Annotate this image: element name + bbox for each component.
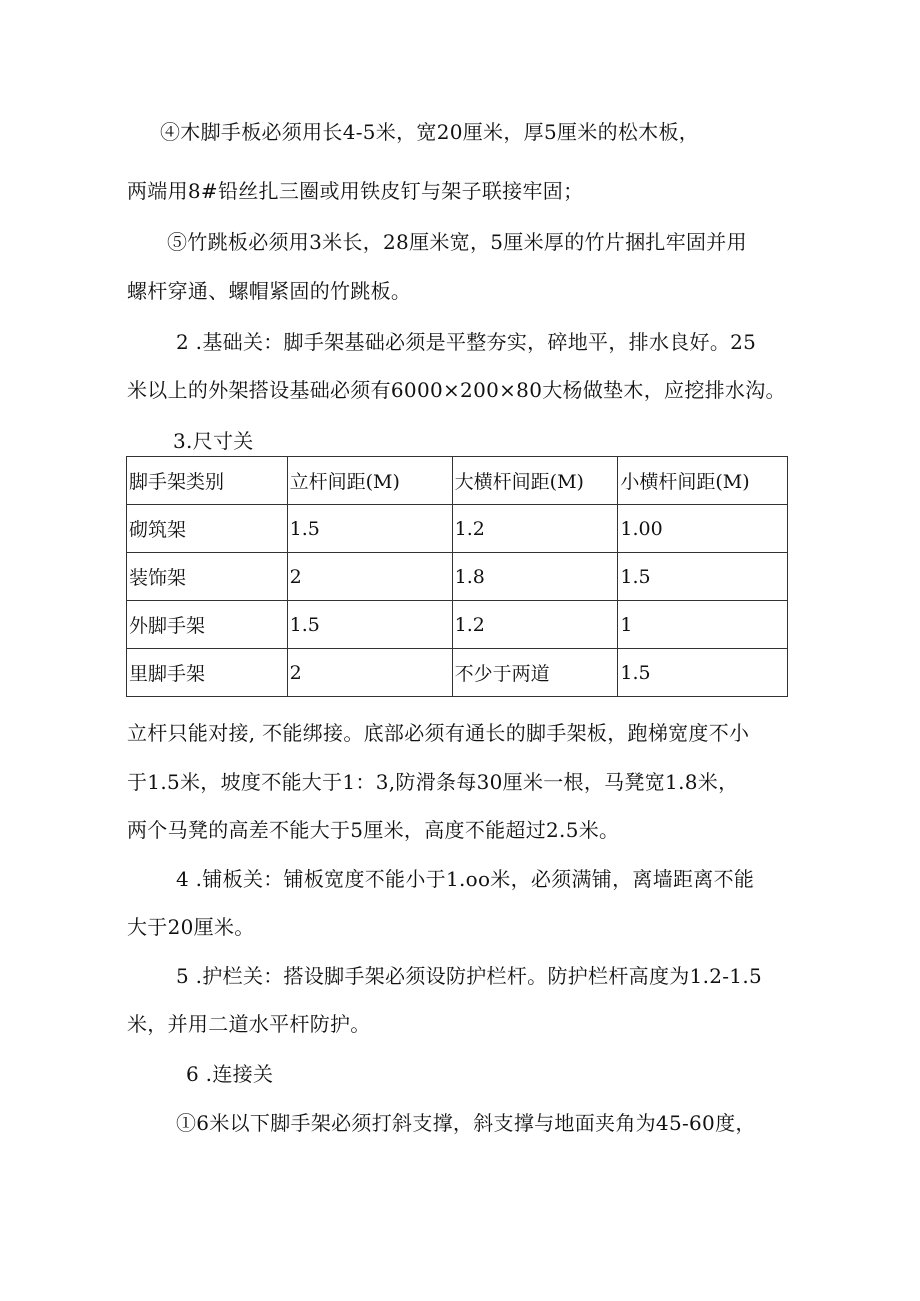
table-cell: 外脚手架	[127, 601, 288, 649]
table-cell: 2	[287, 553, 452, 601]
table-cell: 1.2	[452, 505, 618, 553]
table-cell: 装饰架	[127, 553, 288, 601]
table-header-cell: 脚手架类别	[127, 457, 288, 505]
section-heading: 6 .连接关	[186, 1062, 274, 1086]
paragraph-line: 5 .护栏关：搭设脚手架必须设防护栏杆。防护栏杆高度为1.2-1.5	[176, 964, 763, 988]
paragraph-line: 米，并用二道水平杆防护。	[127, 1012, 371, 1036]
paragraph-line: ①6米以下脚手架必须打斜支撑，斜支撑与地面夹角为45-60度，	[176, 1111, 756, 1135]
paragraph-line: ④木脚手板必须用长4-5米，宽20厘米，厚5厘米的松木板，	[160, 120, 700, 144]
paragraph-line: 米以上的外架搭设基础必须有6000×200×80大杨做垫木，应挖排水沟。	[127, 378, 786, 402]
table-cell: 1.5	[287, 505, 452, 553]
dimension-table	[126, 456, 788, 697]
paragraph-line: 立杆只能对接, 不能绑接。底部必须有通长的脚手架板，跑梯宽度不小	[127, 721, 750, 745]
table-header-cell: 大横杆间距(M)	[452, 457, 618, 505]
table-cell: 不少于两道	[452, 649, 618, 697]
table-cell: 1.5	[618, 649, 788, 697]
table-cell: 1.2	[452, 601, 618, 649]
paragraph-line: 两个马凳的高差不能大于5厘米，高度不能超过2.5米。	[127, 818, 620, 842]
table-cell: 里脚手架	[127, 649, 288, 697]
table-header-cell: 立杆间距(M)	[287, 457, 452, 505]
paragraph-line: 两端用8#铅丝扎三圈或用铁皮钉与架子联接牢固；	[127, 179, 584, 203]
paragraph-line: 大于20厘米。	[127, 915, 255, 939]
table-cell: 2	[287, 649, 452, 697]
paragraph-line: 螺杆穿通、螺帽紧固的竹跳板。	[127, 279, 412, 303]
paragraph-line: 2 .基础关：脚手架基础必须是平整夯实，碎地平，排水良好。25	[176, 330, 757, 354]
paragraph-line: 于1.5米，坡度不能大于1：3,防滑条每30厘米一根，马凳宽1.8米，	[127, 770, 739, 794]
section-heading: 3.尺寸关	[173, 429, 254, 453]
table-cell: 1.5	[287, 601, 452, 649]
table-header-cell: 小横杆间距(M)	[618, 457, 788, 505]
table-row	[127, 505, 788, 553]
paragraph-line: 4 .铺板关：铺板宽度不能小于1.oo米，必须满铺，离墙距离不能	[176, 867, 755, 891]
table-cell: 1	[618, 601, 788, 649]
table-cell: 1.8	[452, 553, 618, 601]
table-row	[127, 553, 788, 601]
table-cell: 1.00	[618, 505, 788, 553]
paragraph-line: ⑤竹跳板必须用3米长，28厘米宽，5厘米厚的竹片捆扎牢固并用	[167, 230, 747, 254]
table-header-row	[127, 457, 788, 505]
table-cell: 1.5	[618, 553, 788, 601]
table-row	[127, 601, 788, 649]
table-row	[127, 649, 788, 697]
table-cell: 砌筑架	[127, 505, 288, 553]
